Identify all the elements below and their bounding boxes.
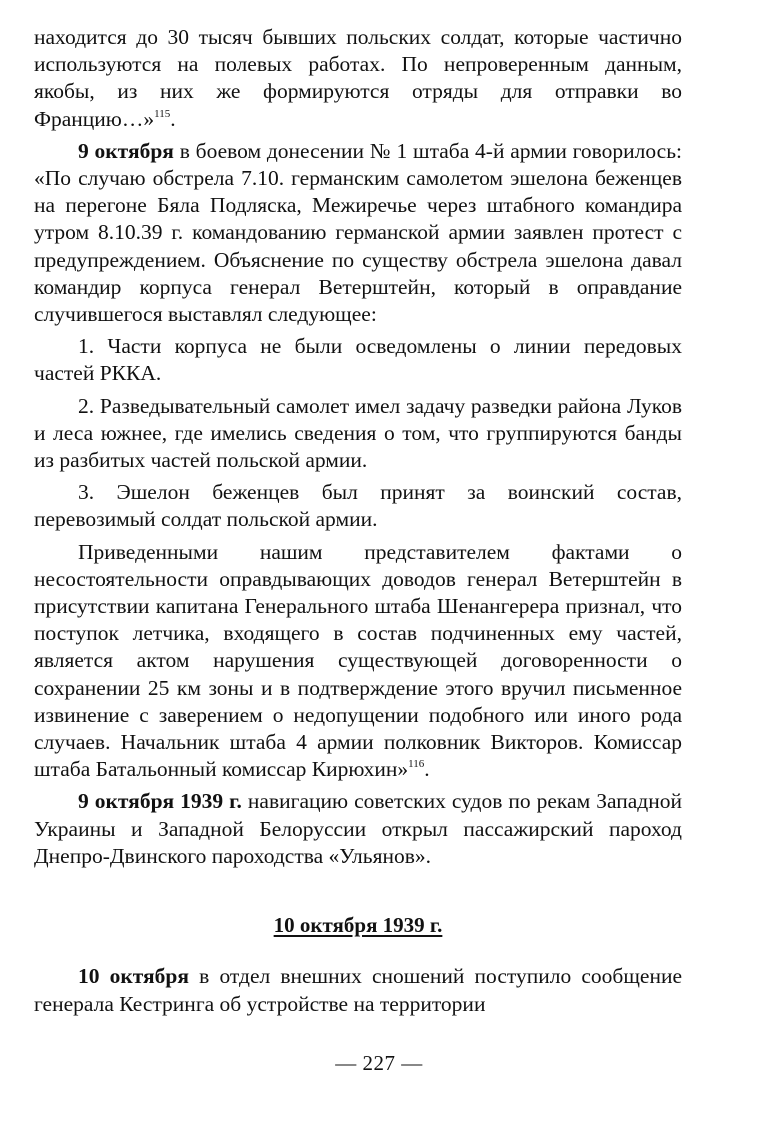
paragraph-oct10: [34, 963, 682, 1017]
list-item-2: [34, 393, 682, 475]
date-lead: 9 октября: [78, 138, 174, 163]
paragraph-navigation: [34, 788, 682, 870]
footnote-ref-115: 115: [154, 107, 171, 120]
footnote-ref-116: 116: [408, 758, 425, 771]
list-item-text: 3. Эшелон беженцев был принят за воинский состав, перевозимый солдат польской армии.: [34, 480, 682, 532]
list-item-text: 1. Части корпуса не были осведомлены о линии передовых частей РККА.: [34, 334, 682, 386]
page-number: — 227 —: [335, 1051, 423, 1075]
date-lead: 9 октября 1939 г.: [78, 789, 242, 814]
paragraph-text: Приведенными нашим представителем фактами о несостоятельности оправдывающих доводов генерал Ветерштейн в присутствии капитана Генерального штаба Шенангерера признал, что поступок летчика, входящего в состав подчиненных ему частей, является актом нарушения существующей договоренности о сохранении 25 км зоны и в подтверждение этого вручил письменное извинение с заверением о недопущении подобного или иного рода случаев. Начальник штаба 4 армии полковник Викторов. Комиссар штаба Батальонный комиссар Кирюхин»: [34, 539, 682, 782]
date-lead: 10 октября: [78, 964, 190, 989]
paragraph-oct9-report: [34, 138, 682, 328]
paragraph-text: находится до 30 тысяч бывших польских солдат, которые частично используются на полевых работах. По непроверенным данным, якобы, из них же формируются отряды для отправки во Францию…»: [34, 25, 682, 131]
paragraph-text: навигацию советских судов по рекам Западной Украины и Западной Белоруссии открыл пассажирский пароход Днепро-Двинского пароходства «Ульянов».: [34, 789, 682, 868]
list-item-text: 2. Разведывательный самолет имел задачу разведки района Луков и леса южнее, где имелись сведения о том, что группируются банды из разбитых частей польской армии.: [34, 393, 682, 473]
paragraph-conclusion: [34, 539, 682, 784]
list-item-1: [34, 333, 682, 387]
section-heading: 10 октября 1939 г.: [273, 913, 443, 938]
paragraph-text: в боевом донесении № 1 штаба 4-й армии говорилось: «По случаю обстрела 7.10. германским самолетом эшелона беженцев на перегоне Бяла Подляска, Межиречье через штабного командира утром 8.10.39 г. командованию германской армии заявлен протест с предупреждением. Объяснение по существу обстрела эшелона давал командир корпуса генерал Ветерштейн, который в оправдание случившегося выставлял следующее:: [34, 138, 682, 327]
paragraph-continuation: находится до 30 тысяч бывших польских солдат, которые частично используются на полевых работах. По непроверенным данным, якобы, из них же формируются отряды для отправки во Францию…»$^{115}$.: [34, 25, 682, 131]
list-item-3: [34, 479, 682, 533]
paragraph-text: в отдел внешних сношений поступило сообщение генерала Кестринга об устройстве на территории: [34, 964, 683, 1016]
paragraph-tail: .: [424, 757, 430, 782]
